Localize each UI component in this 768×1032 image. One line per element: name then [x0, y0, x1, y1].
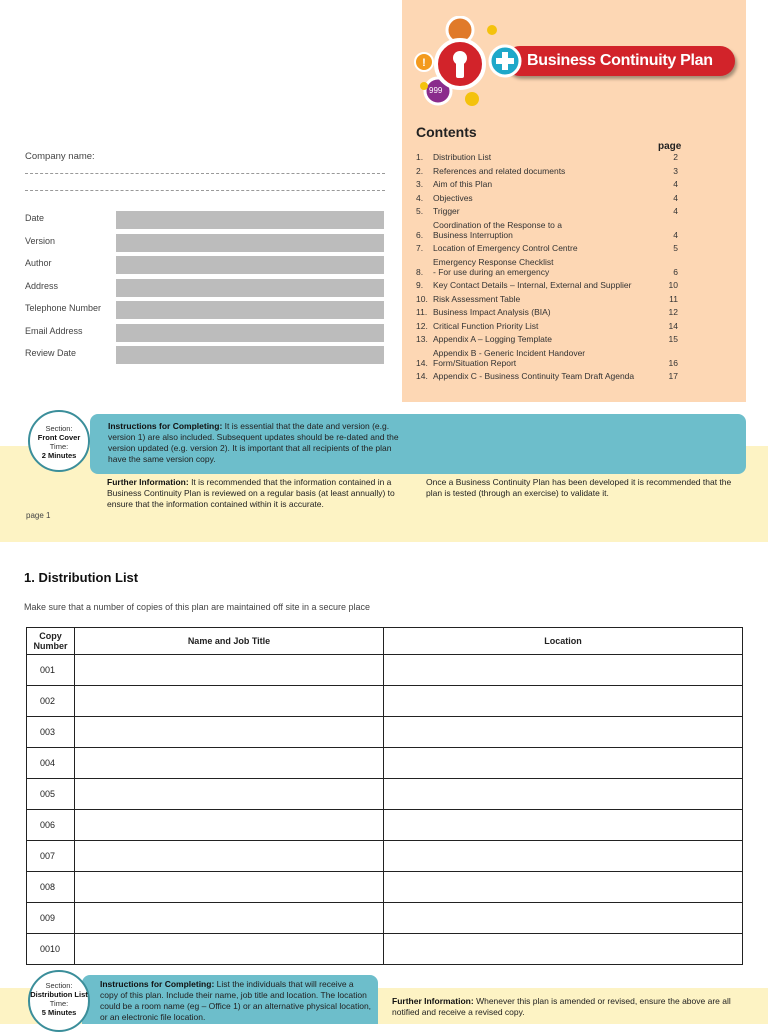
- location-cell[interactable]: [384, 779, 743, 810]
- contents-item-page: 6: [673, 266, 678, 277]
- company-name-label: Company name:: [25, 151, 95, 162]
- name-job-title-cell[interactable]: [75, 748, 384, 779]
- copy-number-cell: 006: [27, 810, 75, 841]
- copy-number-cell: 008: [27, 872, 75, 903]
- contents-item-label: Coordination of the Response to a Business Interruption: [433, 219, 563, 240]
- table-row: [27, 810, 743, 841]
- table-row: [27, 779, 743, 810]
- contents-item-page: 3: [673, 165, 678, 176]
- contents-item-number: 2.: [416, 165, 424, 176]
- contents-item-number: 12.: [416, 320, 428, 331]
- distribution-list-note: Make sure that a number of copies of this plan are maintained off site in a secure place: [24, 602, 371, 612]
- contents-item-number: 3.: [416, 179, 424, 189]
- contents-item-page: 4: [673, 206, 678, 216]
- distribution-table: [26, 627, 743, 965]
- field-input[interactable]: [116, 324, 384, 342]
- section-badge-2: Section: Distribution List Time: 5 Minutes: [28, 970, 90, 1032]
- name-job-title-cell[interactable]: [75, 872, 384, 903]
- contents-item: [416, 321, 678, 331]
- copy-number-cell: 002: [27, 686, 75, 717]
- contents-item-page: 4: [673, 229, 678, 240]
- location-cell[interactable]: [384, 841, 743, 872]
- contents-item-number: 6.: [416, 229, 424, 240]
- svg-text:!: !: [422, 57, 426, 69]
- field-label: Telephone Number: [25, 303, 102, 313]
- contents-item-number: 1.: [416, 152, 424, 162]
- contents-list: [416, 152, 678, 381]
- contents-page-header: page: [658, 141, 682, 152]
- contents-item-number: 4.: [416, 192, 424, 203]
- contents-item: [416, 206, 678, 216]
- section-badge: Section: Front Cover Time: 2 Minutes: [28, 410, 90, 472]
- copy-number-cell: 001: [27, 655, 75, 686]
- contents-item-label: Trigger: [433, 206, 460, 216]
- contents-item: [416, 307, 678, 317]
- contents-item: [416, 243, 678, 253]
- table-row: [27, 748, 743, 779]
- copy-number-cell: 004: [27, 748, 75, 779]
- location-cell[interactable]: [384, 748, 743, 779]
- contents-item: [416, 179, 678, 189]
- copy-number-cell: 005: [27, 779, 75, 810]
- copy-number-cell: 0010: [27, 934, 75, 965]
- copy-number-header: Copy Number: [27, 628, 75, 655]
- name-job-title-header: Name and Job Title: [75, 628, 384, 655]
- name-job-title-cell[interactable]: [75, 841, 384, 872]
- contents-item-number: 5.: [416, 206, 424, 216]
- contents-item-label: Key Contact Details – Internal, External and Supplier: [433, 280, 632, 290]
- contents-item-label: Risk Assessment Table: [433, 293, 521, 304]
- table-row: [27, 686, 743, 717]
- contents-item-label: References and related documents: [433, 165, 566, 176]
- name-job-title-cell[interactable]: [75, 717, 384, 748]
- location-header: Location: [384, 628, 743, 655]
- contents-item-label: Objectives: [433, 192, 473, 203]
- contents-item: [416, 257, 678, 277]
- contents-item: [416, 280, 678, 290]
- table-header-row: [27, 628, 743, 655]
- copy-number-cell: 007: [27, 841, 75, 872]
- contents-item-page: 4: [673, 192, 678, 203]
- field-label: Review Date: [25, 348, 77, 358]
- contents-item-page: 16: [668, 357, 678, 368]
- distribution-list-title: 1. Distribution List: [24, 570, 139, 585]
- name-job-title-cell[interactable]: [75, 903, 384, 934]
- copy-number-cell: 003: [27, 717, 75, 748]
- contents-item-page: 11: [669, 293, 678, 304]
- logo-title: Business Continuity Plan: [505, 46, 735, 76]
- further-information-text-2: Further Information: Whenever this plan is amended or revised, ensure the above are all notified and receive a revised copy.: [392, 996, 731, 1017]
- further-information-text-right: Once a Business Continuity Plan has been developed it is recommended that the plan is tested (through an exercise) to validate it.: [426, 477, 732, 498]
- contents-item-number: 7.: [416, 243, 424, 253]
- contents-item-page: 5: [673, 243, 678, 253]
- field-label: Author: [25, 258, 52, 268]
- logo-999-text: 999: [429, 86, 443, 95]
- table-row: [27, 655, 743, 686]
- location-cell[interactable]: [384, 810, 743, 841]
- field-label: Version: [25, 235, 56, 246]
- field-label: Date: [25, 213, 45, 223]
- field-input[interactable]: [116, 279, 384, 297]
- contents-item-label: Business Impact Analysis (BIA): [433, 307, 551, 317]
- table-row: [27, 934, 743, 965]
- instructions-text: Instructions for Completing: It is essential that the date and version (e.g. version 1) are also included. Subsequent updates should be re-dated and the version updated (e.g. version 2). It is important that all recipients of the plan have the same version copy.: [108, 421, 399, 464]
- table-row: [27, 872, 743, 903]
- name-job-title-cell[interactable]: [75, 934, 384, 965]
- contents-item-number: 13.: [416, 334, 428, 344]
- page-number: page 1: [26, 511, 51, 520]
- contents-item: [416, 220, 678, 240]
- company-name-line[interactable]: [25, 173, 385, 174]
- contents-item-number: 14.: [416, 371, 428, 381]
- table-row: [27, 841, 743, 872]
- contents-item: [416, 348, 678, 368]
- contents-item-number: 14.: [416, 357, 428, 368]
- contents-item-page: 4: [673, 179, 678, 189]
- further-information-text: Further Information: It is recommended that the information contained in a Business Continuity Plan is reviewed on a regular basis (at least annually) to ensure that the information contained within it is accurate.: [107, 477, 395, 509]
- contents-item-page: 2: [673, 152, 678, 162]
- table-row: [27, 717, 743, 748]
- contents-item-number: 10.: [416, 293, 428, 304]
- contents-item-page: 17: [668, 371, 678, 381]
- name-job-title-cell[interactable]: [75, 686, 384, 717]
- contents-item-label: Aim of this Plan: [433, 179, 493, 189]
- contents-item-label: Emergency Response Checklist - For use during an emergency: [433, 256, 554, 277]
- contents-item: [416, 193, 678, 203]
- contents-item: [416, 371, 678, 381]
- field-input[interactable]: [116, 211, 384, 229]
- contents-item: [416, 334, 678, 344]
- contents-item: [416, 166, 678, 176]
- location-cell[interactable]: [384, 686, 743, 717]
- field-label: Email Address: [25, 325, 83, 336]
- contents-item-label: Location of Emergency Control Centre: [433, 243, 578, 253]
- location-cell[interactable]: [384, 655, 743, 686]
- contents-item-label: Distribution List: [433, 152, 492, 162]
- field-label: Address: [25, 280, 59, 291]
- table-row: [27, 903, 743, 934]
- field-input[interactable]: [116, 346, 384, 364]
- name-job-title-cell[interactable]: [75, 655, 384, 686]
- contents-item: [416, 294, 678, 304]
- contents-title: Contents: [416, 124, 477, 140]
- location-cell[interactable]: [384, 903, 743, 934]
- contents-item-page: 10: [668, 280, 678, 290]
- name-job-title-cell[interactable]: [75, 779, 384, 810]
- location-cell[interactable]: [384, 872, 743, 903]
- contents-item-label: Appendix B - Generic Incident Handover Form/Situation Report: [433, 347, 586, 368]
- contents-item-page: 12: [668, 307, 678, 317]
- copy-number-cell: 009: [27, 903, 75, 934]
- field-input[interactable]: [116, 301, 384, 319]
- contents-item-number: 8.: [416, 266, 424, 277]
- contents-item-page: 15: [668, 334, 678, 344]
- business-continuity-logo: [410, 16, 760, 111]
- field-input[interactable]: [116, 256, 384, 274]
- contents-item-label: Appendix C - Business Continuity Team Draft Agenda: [433, 371, 635, 381]
- contents-item-number: 11.: [416, 307, 428, 317]
- contents-item-page: 14: [668, 320, 678, 331]
- instructions-text-2: Instructions for Completing: List the individuals that will receive a copy of this plan. Include their name, job title and location. The location could be a room name (eg – Office 1) or an alternative physical location, or an electronic file location.: [100, 979, 372, 1022]
- contents-item-number: 9.: [416, 280, 424, 290]
- plus-icon: [488, 44, 522, 78]
- name-job-title-cell[interactable]: [75, 810, 384, 841]
- location-cell[interactable]: [384, 717, 743, 748]
- field-input[interactable]: [116, 234, 384, 252]
- contents-item: [416, 152, 678, 162]
- contents-item-label: Critical Function Priority List: [433, 320, 539, 331]
- company-name-line-2[interactable]: [25, 190, 385, 191]
- location-cell[interactable]: [384, 934, 743, 965]
- contents-item-label: Appendix A – Logging Template: [433, 334, 552, 344]
